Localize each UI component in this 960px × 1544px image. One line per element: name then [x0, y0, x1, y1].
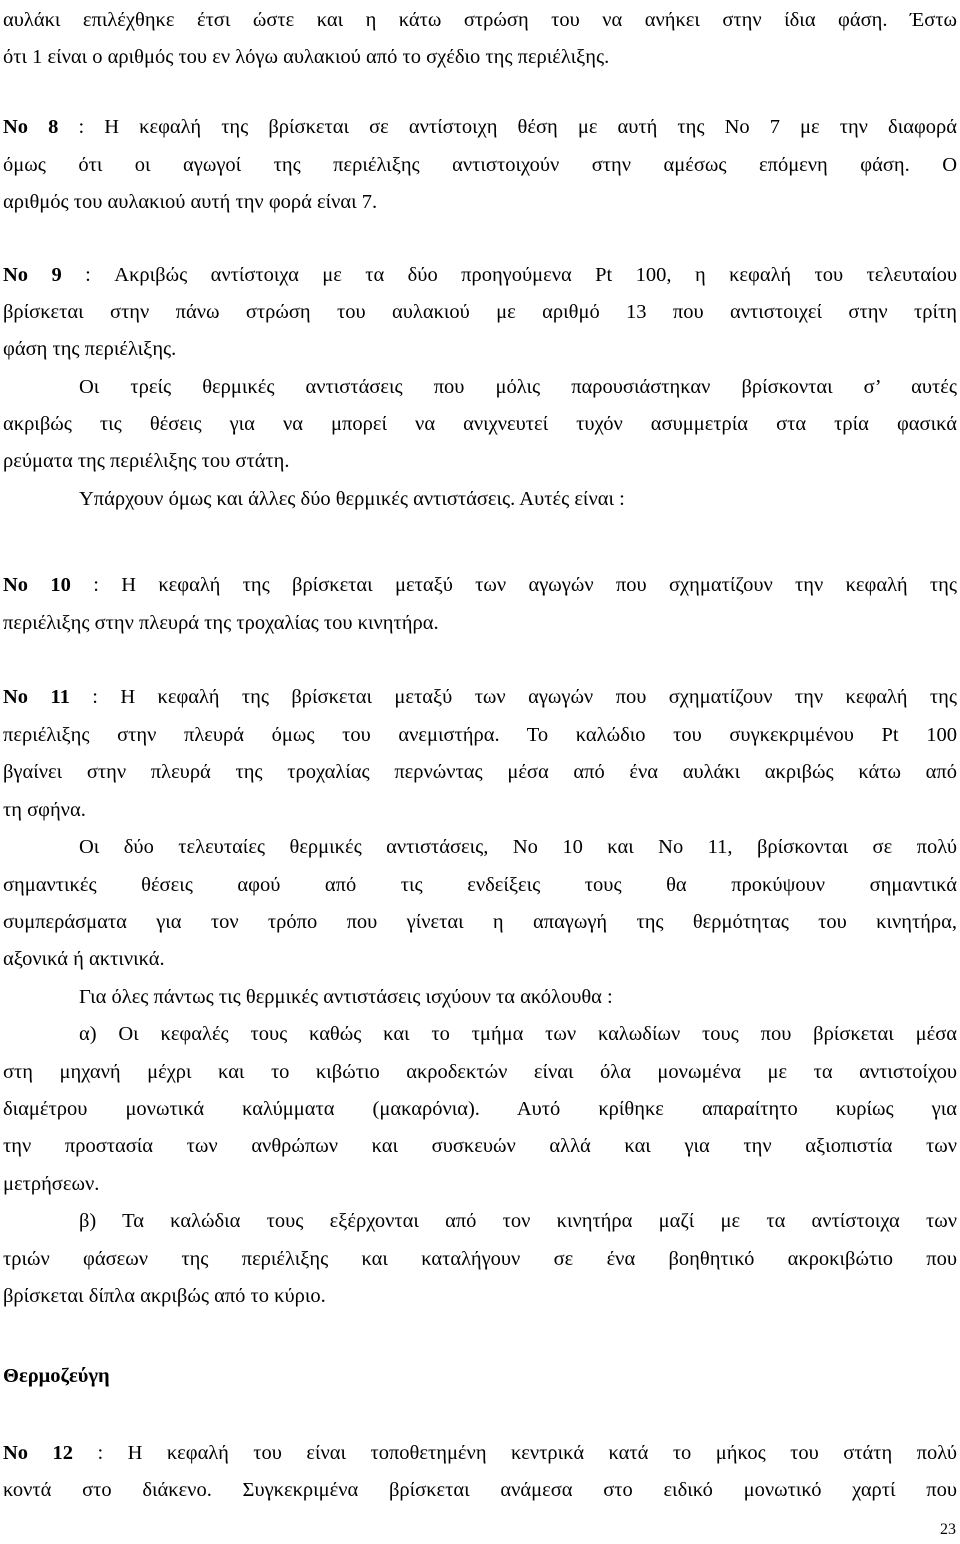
text-line	[3, 1060, 957, 1084]
line-text: ακριβώς τις θέσεις για να μπορεί να ανιχνευτεί τυχόν ασυμμετρία στα τρία φασικά	[3, 413, 957, 435]
text-line	[3, 412, 957, 436]
text-line	[3, 947, 957, 971]
text-line	[3, 760, 957, 784]
text-line	[79, 1022, 957, 1046]
line-text: : Η κεφαλή του είναι τοποθετημένη κεντρικά κατά το μήκος του στάτη πολύ	[73, 1442, 958, 1464]
line-text: τη σφήνα.	[3, 799, 86, 821]
line-text: σημαντικές θέσεις αφού από τις ενδείξεις τους θα προκύψουν σημαντικά	[3, 874, 957, 896]
line-text: : Η κεφαλή της βρίσκεται σε αντίστοιχη θέση με αυτή της No 7 με την διαφορά	[58, 116, 957, 138]
line-text: Οι τρείς θερμικές αντιστάσεις που μόλις παρουσιάστηκαν βρίσκονται σ’ αυτές	[79, 376, 957, 398]
text-line	[3, 1284, 957, 1308]
text-line	[79, 487, 957, 511]
line-text: : Η κεφαλή της βρίσκεται μεταξύ των αγωγών που σχηματίζουν την κεφαλή της	[70, 574, 957, 596]
line-text: Για όλες πάντως τις θερμικές αντιστάσεις ισχύουν τα ακόλουθα :	[79, 986, 613, 1008]
line-text: ρεύματα της περιέλιξης του στάτη.	[3, 450, 290, 472]
text-line	[3, 337, 957, 361]
line-text: φάση της περιέλιξης.	[3, 338, 177, 360]
text-line	[3, 910, 957, 934]
text-line	[3, 8, 957, 32]
text-line	[3, 685, 957, 709]
text-line	[3, 1441, 957, 1465]
text-line	[3, 611, 957, 635]
text-line	[79, 375, 957, 399]
line-text: αξονικά ή ακτινικά.	[3, 948, 165, 970]
section-heading	[3, 1364, 957, 1388]
text-line	[3, 1097, 957, 1121]
text-line	[79, 1209, 957, 1233]
item-label: No 10	[3, 574, 71, 596]
heading-text: Θερμοζεύγη	[3, 1365, 110, 1387]
text-line	[3, 573, 957, 597]
text-line	[3, 115, 957, 139]
text-line	[3, 190, 957, 214]
line-text: κοντά στο διάκενο. Συγκεκριμένα βρίσκεται ανάμεσα στο ειδικό μονωτικό χαρτί που	[3, 1479, 957, 1501]
line-text: α) Οι κεφαλές τους καθώς και το τμήμα των καλωδίων τους που βρίσκεται μέσα	[79, 1023, 957, 1045]
line-text: περιέλιξης στην πλευρά της τροχαλίας του κινητήρα.	[3, 612, 439, 634]
line-text: βρίσκεται δίπλα ακριβώς από το κύριο.	[3, 1285, 326, 1307]
item-label: No 8	[3, 116, 59, 138]
page-number: 23	[940, 1521, 956, 1538]
line-text: αυλάκι επιλέχθηκε έτσι ώστε και η κάτω στρώση του να ανήκει στην ίδια φάση. Έστω	[3, 9, 957, 31]
line-text: συμπεράσματα για τον τρόπο που γίνεται η απαγωγή της θερμότητας του κινητήρα,	[3, 911, 957, 933]
text-line	[3, 723, 957, 747]
item-label: No 9	[3, 264, 62, 286]
text-line	[3, 449, 957, 473]
text-line	[3, 263, 957, 287]
text-line	[3, 1172, 957, 1196]
line-text: ότι 1 είναι ο αριθμός του εν λόγω αυλακιού από το σχέδιο της περιέλιξης.	[3, 46, 610, 68]
text-line	[3, 1247, 957, 1271]
line-text: αριθμός του αυλακιού αυτή την φορά είναι 7.	[3, 191, 378, 213]
line-text: μετρήσεων.	[3, 1173, 100, 1195]
text-line	[3, 798, 957, 822]
item-label: No 11	[3, 686, 70, 708]
line-text: Υπάρχουν όμως και άλλες δύο θερμικές αντιστάσεις. Αυτές είναι :	[79, 488, 625, 510]
text-line	[3, 300, 957, 324]
line-text: διαμέτρου μονωτικά καλύμματα (μακαρόνια). Αυτό κρίθηκε απαραίτητο κυρίως για	[3, 1098, 957, 1120]
line-text: β) Τα καλώδια τους εξέρχονται από τον κινητήρα μαζί με τα αντίστοιχα των	[79, 1210, 957, 1232]
line-text: περιέλιξης στην πλευρά όμως του ανεμιστήρα. Το καλώδιο του συγκεκριμένου Pt 100	[3, 724, 957, 746]
line-text: την προστασία των ανθρώπων και συσκευών αλλά και για την αξιοπιστία των	[3, 1135, 957, 1157]
line-text: Οι δύο τελευταίες θερμικές αντιστάσεις, No 10 και No 11, βρίσκονται σε πολύ	[79, 836, 957, 858]
line-text: : Ακριβώς αντίστοιχα με τα δύο προηγούμενα Pt 100, η κεφαλή του τελευταίου	[61, 264, 957, 286]
line-text: τριών φάσεων της περιέλιξης και καταλήγουν σε ένα βοηθητικό ακροκιβώτιο που	[3, 1248, 957, 1270]
text-line	[3, 45, 957, 69]
text-line	[3, 1478, 957, 1502]
line-text: στη μηχανή μέχρι και το κιβώτιο ακροδεκτών είναι όλα μονωμένα με τα αντιστοίχου	[3, 1061, 957, 1083]
text-line	[79, 985, 957, 1009]
item-label: No 12	[3, 1442, 74, 1464]
text-line	[79, 835, 957, 859]
text-line	[3, 153, 957, 177]
text-line	[3, 873, 957, 897]
line-text: βρίσκεται στην πάνω στρώση του αυλακιού με αριθμό 13 που αντιστοιχεί στην τρίτη	[3, 301, 957, 323]
line-text: όμως ότι οι αγωγοί της περιέλιξης αντιστοιχούν στην αμέσως επόμενη φάση. Ο	[3, 154, 957, 176]
line-text: : Η κεφαλή της βρίσκεται μεταξύ των αγωγών που σχηματίζουν την κεφαλή της	[69, 686, 957, 708]
text-line	[3, 1134, 957, 1158]
line-text: βγαίνει στην πλευρά της τροχαλίας περνώντας μέσα από ένα αυλάκι ακριβώς κάτω από	[3, 761, 957, 783]
